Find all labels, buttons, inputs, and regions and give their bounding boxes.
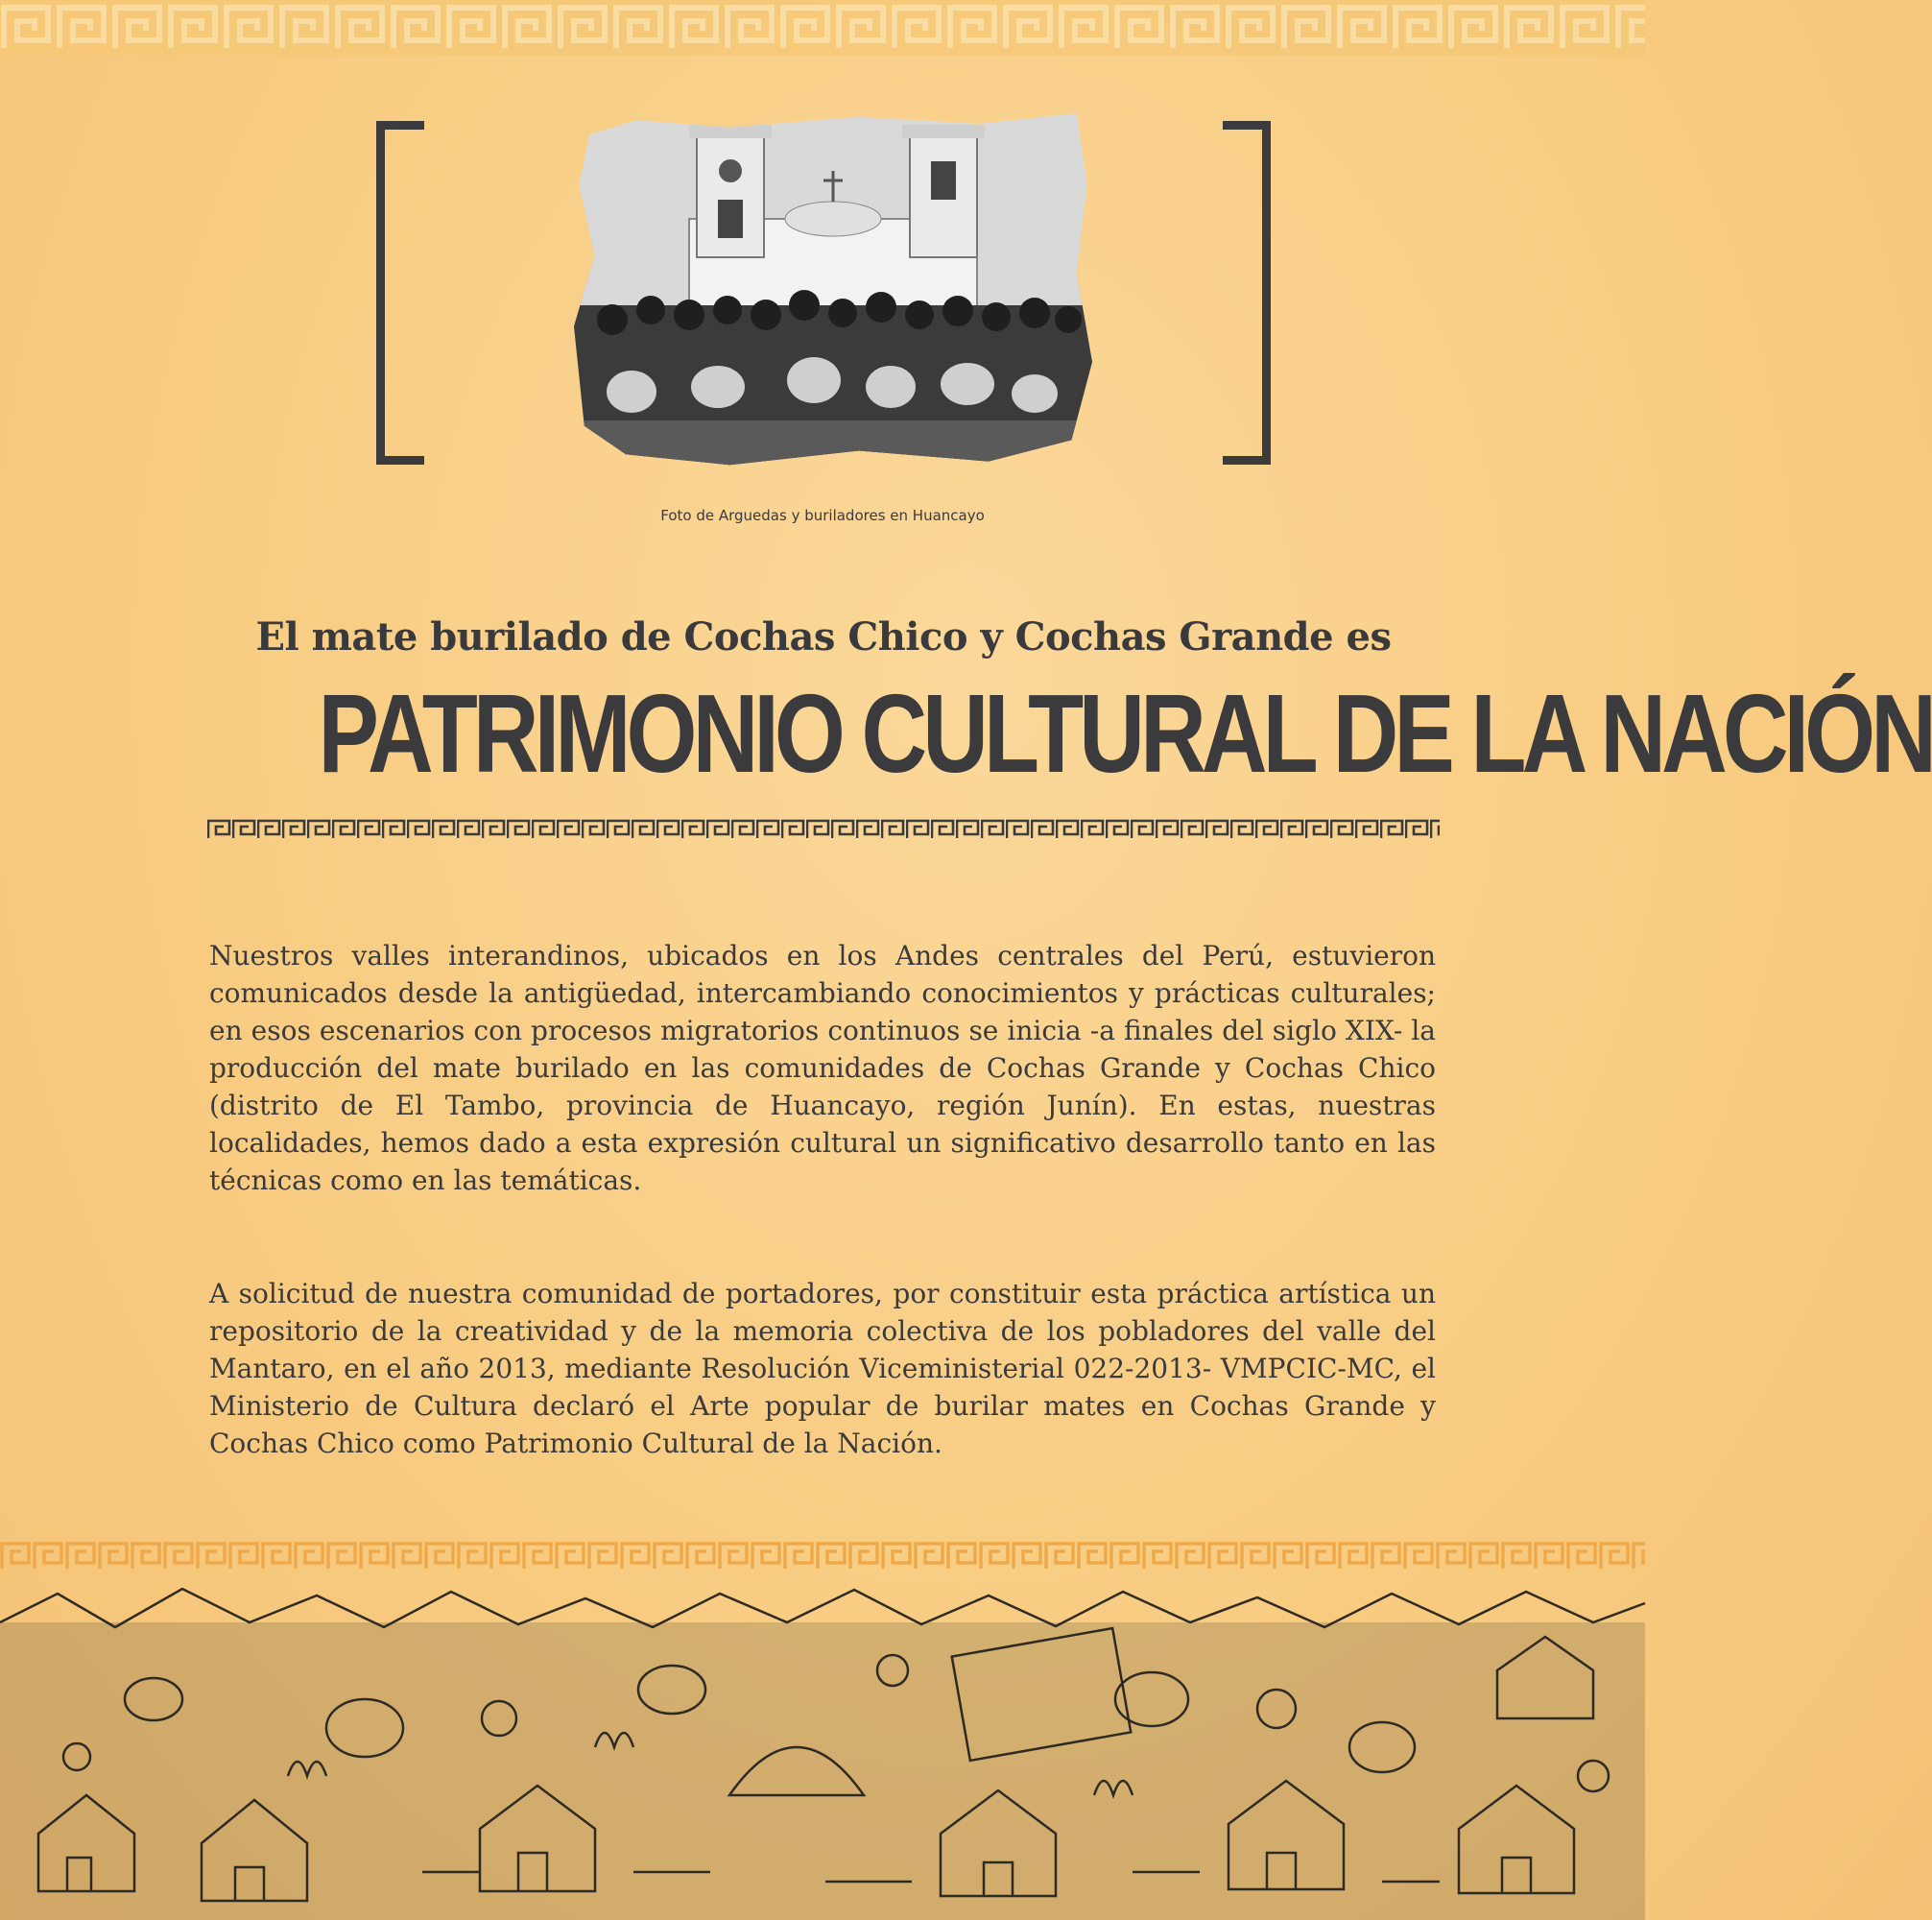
historical-photo	[574, 113, 1092, 468]
photo-caption: Foto de Arguedas y buriladores en Huancayo	[660, 507, 985, 524]
body-paragraph-2: A solicitud de nuestra comunidad de portadores, por constituir esta práctica artística un repositorio de la creatividad y de la memoria colectiva de los pobladores del valle del Mantaro, en el año 2013, mediante Resolución Viceministerial 022-2013- VMPCIC-MC, el Ministerio de Cultura declaró el Arte popular de burilar mates en Cochas Grande y Cochas Chico como Patrimonio Cultural de la Nación.	[209, 1278, 1436, 1459]
page-title: PATRIMONIO CULTURAL DE LA NACIÓN	[318, 671, 1932, 796]
bottom-greek-border	[0, 1540, 1645, 1572]
page-subtitle: El mate burilado de Cochas Chico y Cochas Grande es	[255, 614, 1392, 660]
right-bracket	[1223, 121, 1271, 465]
title-divider	[207, 819, 1440, 840]
top-greek-border	[0, 0, 1645, 56]
village-illustration	[0, 1584, 1645, 1920]
left-bracket	[376, 121, 424, 465]
body-paragraph-1: Nuestros valles interandinos, ubicados en los Andes centrales del Perú, estuvieron comunicados desde la antigüedad, intercambiando conocimientos y prácticas culturales; en esos escenarios con procesos migratorios continuos se inicia -a finales del siglo XIX- la producción del mate burilado en las comunidades de Cochas Grande y Cochas Chico (distrito de El Tambo, provincia de Huancayo, región Junín). En estas, nuestras localidades, hemos dado a esta expresión cultural un significativo desarrollo tanto en las técnicas como en las temáticas.	[209, 940, 1436, 1196]
